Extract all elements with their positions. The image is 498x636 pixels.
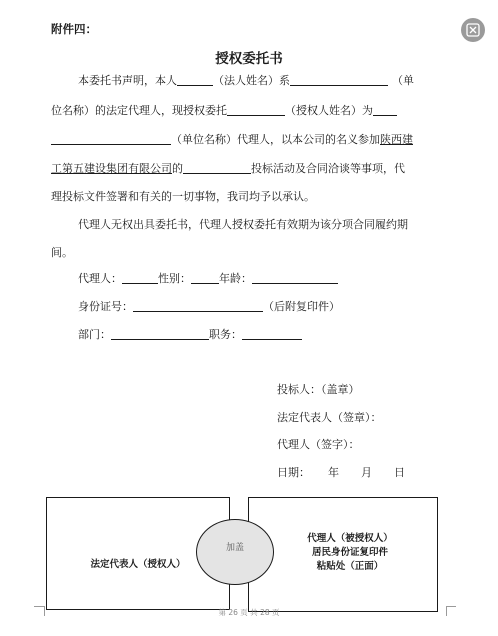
gender-label: 性别： (158, 272, 191, 285)
para1-text: （单 (392, 74, 414, 87)
id-label: 身份证号： (78, 300, 133, 313)
para2-line1: 代理人无权出具委托书，代理人授权委托有效期为该分项合同履约期 (78, 218, 408, 231)
id-line (78, 300, 340, 314)
para1-text: 投标活动及合同洽谈等事项，代 (251, 162, 405, 175)
para2-line2: 间。 (51, 246, 73, 259)
company-name-part2: 工第五建设集团有限公司 (51, 162, 172, 175)
age-label: 年龄： (219, 272, 252, 285)
agent-id-label-3: 粘贴处（正面） (316, 561, 384, 572)
date-line (277, 466, 405, 480)
agent-field[interactable] (122, 272, 158, 284)
para1-text: 位名称）的法定代理人，现授权委托 (51, 104, 227, 117)
date-day: 日 (394, 466, 405, 479)
para1-text: （法人姓名）系 (213, 74, 290, 87)
agent-id-label-1: 代理人（被授权人） (307, 533, 393, 544)
age-field[interactable] (252, 272, 338, 284)
legal-rep-id-label: 法定代表人（授权人） (90, 559, 186, 570)
blank-legal-name (177, 74, 213, 86)
para1-text: 的 (172, 162, 183, 175)
agent-info-line (78, 272, 338, 286)
position-label: 职务： (209, 328, 242, 341)
para1-text: （单位名称）代理人，以本公司的名义参加 (171, 133, 380, 146)
document-title: 授权委托书 (215, 51, 283, 67)
page-footer: 第 26 页 共 28 页 (218, 608, 280, 617)
para1-line5: 理投标文件签署和有关的一切事物，我司均予以承认。 (51, 190, 315, 203)
dept-label: 部门： (78, 328, 111, 341)
seal-label: 加盖 (225, 543, 244, 553)
dept-field[interactable] (111, 328, 209, 340)
id-note: （后附复印件） (263, 300, 340, 313)
date-label: 日期： (277, 466, 310, 479)
para1-line3 (51, 133, 413, 147)
agent-id-label-2: 居民身份证复印件 (311, 547, 388, 558)
para1-text: （授权人姓名）为 (285, 104, 373, 117)
company-name-part1: 陕西建 (380, 133, 413, 146)
id-field[interactable] (133, 300, 263, 312)
date-year: 年 (328, 466, 339, 479)
bidder-seal: 投标人：（盖章） (277, 383, 360, 396)
appendix-label: 附件四： (51, 22, 97, 36)
blank-unit-name-2 (51, 133, 171, 145)
blank-agent-name (227, 104, 285, 116)
agent-id-box (248, 497, 438, 612)
translate-icon (466, 23, 480, 37)
date-month: 月 (361, 466, 372, 479)
para1-text: 本委托书声明，本人 (78, 74, 177, 87)
position-field[interactable] (242, 328, 302, 340)
blank-short (373, 104, 397, 116)
para1-line4 (51, 162, 405, 176)
legal-rep-sign: 法定代表人（签章）： (277, 411, 382, 424)
blank-unit-name (290, 74, 388, 86)
company-seal-circle (196, 519, 274, 585)
translate-button[interactable] (461, 18, 485, 42)
para1-line2 (51, 104, 397, 118)
agent-label: 代理人： (78, 272, 122, 285)
agent-sign: 代理人（签字）： (277, 438, 360, 451)
blank-project-name (183, 162, 251, 174)
para1-line1 (78, 74, 414, 88)
dept-line (78, 328, 302, 342)
gender-field[interactable] (191, 272, 219, 284)
